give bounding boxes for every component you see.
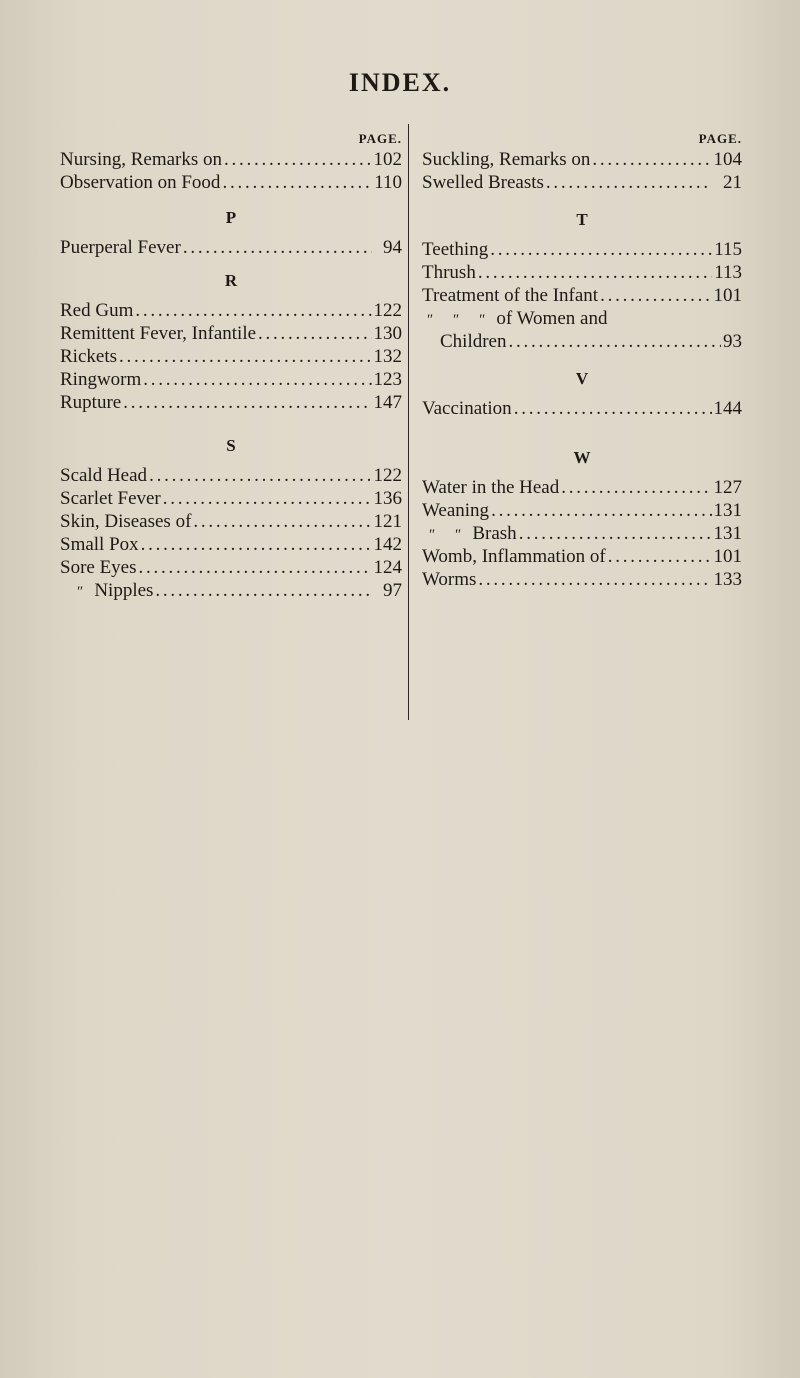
section-letter: R [224, 271, 238, 290]
index-entry: Rupture . . . 147 [60, 391, 402, 414]
index-entry: Swelled Breasts . . . 21 [422, 171, 742, 194]
index-entry: Water in the Head . . . 127 [422, 476, 742, 499]
index-entry: Teething . . . 115 [422, 238, 742, 261]
index-entry: Puerperal Fever . . . 94 [60, 236, 402, 259]
index-entry: Scald Head . . . 122 [60, 464, 402, 487]
index-entry: Treatment of the Infant . . . 101 [422, 284, 742, 307]
index-entry: " Nipples . . . 97 [60, 579, 402, 602]
index-title: INDEX. [348, 68, 452, 97]
ditto-mark: " " " [426, 312, 493, 328]
index-entry: Skin, Diseases of . . . 121 [60, 510, 402, 533]
index-entry: Rickets . . . 132 [60, 345, 402, 368]
page-column-header: PAGE. [698, 131, 742, 146]
index-entry: " " Brash . . . 131 [422, 522, 742, 545]
section-letter: V [575, 369, 589, 388]
index-entry: Remittent Fever, Infantile . . . 130 [60, 322, 402, 345]
index-entry: " " " of Women and [422, 307, 742, 330]
index-entry: Scarlet Fever . . . 136 [60, 487, 402, 510]
ditto-mark: " " [428, 527, 469, 543]
index-entry: Small Pox . . . 142 [60, 533, 402, 556]
index-entry: Vaccination . . . 144 [422, 397, 742, 420]
column-divider [408, 124, 409, 720]
index-entry: Red Gum . . . 122 [60, 299, 402, 322]
index-entry: Observation on Food . . . 110 [60, 171, 402, 194]
section-letter: T [576, 210, 588, 229]
section-letter: P [225, 208, 237, 227]
index-entry: Ringworm . . . 123 [60, 368, 402, 391]
index-entry: Suckling, Remarks on . . . 104 [422, 148, 742, 171]
right-column [422, 130, 742, 591]
index-entry: Nursing, Remarks on . . . 102 [60, 148, 402, 171]
ditto-mark: " [76, 584, 91, 600]
index-entry: Sore Eyes . . . 124 [60, 556, 402, 579]
index-entry: Thrush . . . 113 [422, 261, 742, 284]
section-letter: S [226, 436, 236, 455]
index-entry: Worms . . . 133 [422, 568, 742, 591]
index-entry-continuation: Children . . . 93 [422, 330, 742, 353]
left-column [60, 130, 402, 602]
index-entry: Womb, Inflammation of . . . 101 [422, 545, 742, 568]
index-entry: Weaning . . . 131 [422, 499, 742, 522]
page-column-header: PAGE. [358, 131, 402, 146]
section-letter: W [573, 448, 591, 467]
